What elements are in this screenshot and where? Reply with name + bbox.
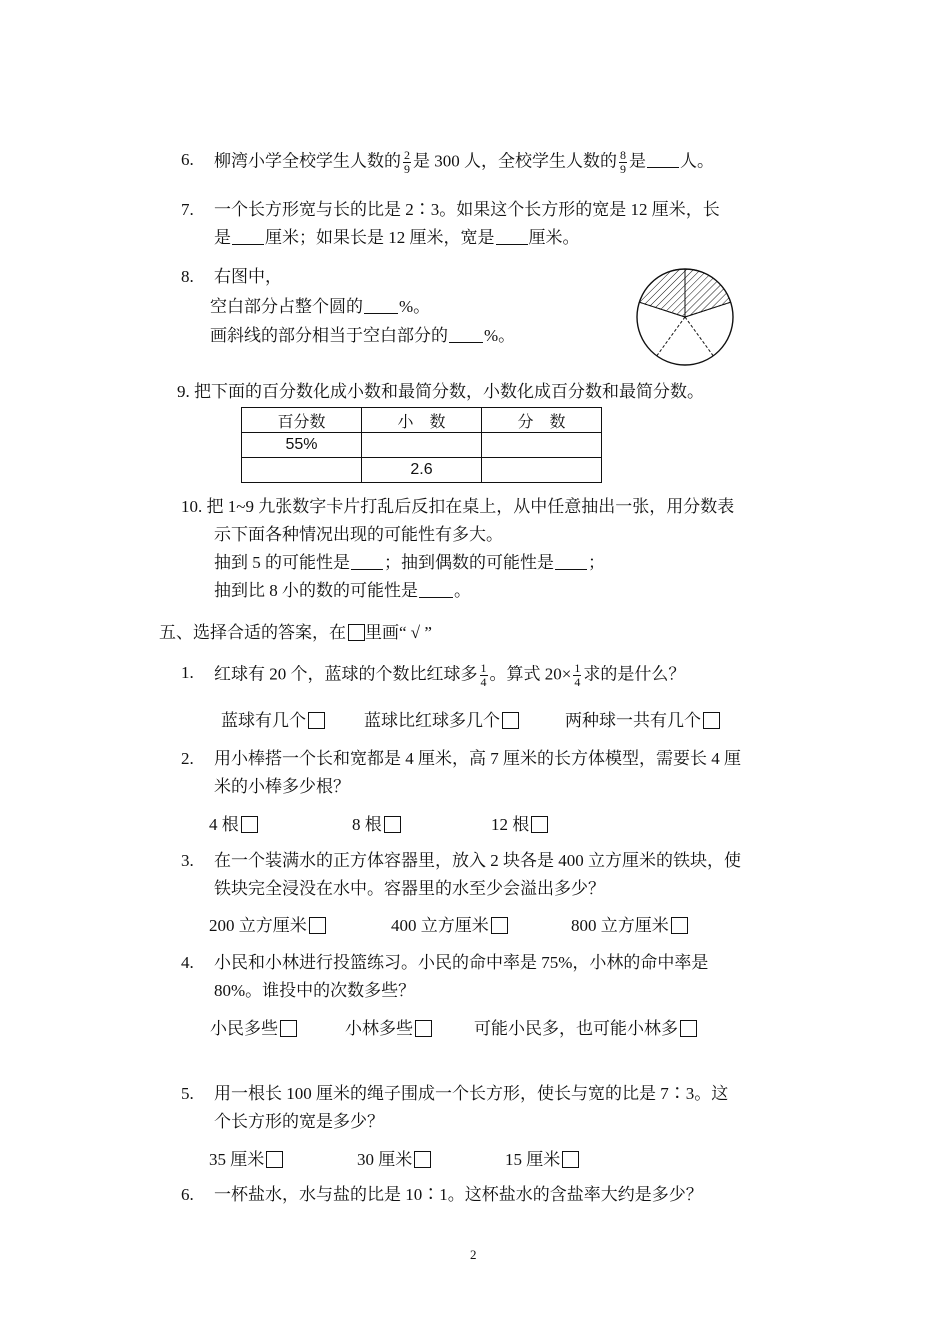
c4-line2: 80%。谁投中的次数多些？ [214, 981, 416, 1000]
table-cell[interactable] [362, 433, 482, 458]
c4-option-1[interactable]: 小民多些 [210, 1018, 297, 1040]
header-decimal: 小 数 [362, 408, 482, 433]
fraction-1-4: $\frac{1}{4}$ [574, 661, 581, 689]
answer-checkbox[interactable] [308, 712, 325, 729]
answer-checkbox[interactable] [562, 1151, 579, 1168]
q6-part1: 柳湾小学全校学生人数的 [214, 151, 401, 171]
c4-number: 4. [181, 953, 194, 972]
c5-number: 5. [181, 1084, 194, 1103]
q6-part4: 人。 [680, 151, 714, 171]
c3-option-3[interactable]: 800 立方厘米 [571, 915, 688, 937]
c2-line2: 米的小棒多少根？ [214, 777, 350, 796]
q10-line3: 抽到 5 的可能性是 ；抽到偶数的可能性是 ； [214, 553, 605, 572]
c5-line1: 用一根长 100 厘米的绳子围成一个长方形，使长与宽的比是 7∶3。这 [214, 1084, 729, 1103]
q10-line4: 抽到比 8 小的数的可能性是 。 [214, 581, 471, 600]
answer-checkbox[interactable] [502, 712, 519, 729]
c3-line2: 铁块完全浸没在水中。容器里的水至少会溢出多少？ [214, 879, 605, 898]
c5-option-1[interactable]: 35 厘米 [209, 1149, 283, 1171]
answer-blank[interactable] [449, 326, 483, 343]
header-fraction: 分 数 [482, 408, 602, 433]
fraction-2-9: $\frac{2}{9}$ [404, 148, 410, 176]
answer-blank[interactable] [364, 297, 398, 314]
q6-part3: 是 [629, 151, 646, 171]
answer-checkbox[interactable] [531, 816, 548, 833]
answer-checkbox[interactable] [703, 712, 720, 729]
answer-blank[interactable] [351, 553, 383, 570]
answer-checkbox[interactable] [280, 1020, 297, 1037]
table-cell: 2.6 [362, 458, 482, 483]
answer-blank[interactable] [496, 228, 528, 245]
c3-option-2[interactable]: 400 立方厘米 [391, 915, 508, 937]
c1-number: 1. [181, 663, 194, 682]
q10-line1: 10. 把 1~9 九张数字卡片打乱后反扣在桌上，从中任意抽出一张，用分数表 [181, 497, 735, 516]
c3-line1: 在一个装满水的正方体容器里，放入 2 块各是 400 立方厘米的铁块，使 [214, 851, 741, 870]
c3-option-1[interactable]: 200 立方厘米 [209, 915, 326, 937]
q6-part2: 是 300 人，全校学生人数的 [413, 151, 617, 171]
table-row [242, 458, 602, 483]
answer-checkbox[interactable] [414, 1151, 431, 1168]
fraction-1-4: $\frac{1}{4}$ [480, 661, 487, 689]
answer-checkbox[interactable] [309, 917, 326, 934]
hatched-sector [639, 269, 685, 317]
q7-line1: 一个长方形宽与长的比是 2∶3。如果这个长方形的宽是 12 厘米，长 [214, 200, 720, 219]
c5-line2: 个长方形的宽是多少？ [214, 1112, 384, 1131]
header-percent: 百分数 [242, 408, 362, 433]
q9-text: 9. 把下面的百分数化成小数和最简分数，小数化成百分数和最简分数。 [177, 382, 704, 401]
answer-blank[interactable] [647, 151, 679, 168]
c4-option-2[interactable]: 小林多些 [345, 1018, 432, 1040]
answer-blank[interactable] [232, 228, 264, 245]
table-cell[interactable] [482, 433, 602, 458]
circle-diagram [630, 262, 740, 372]
c4-option-3[interactable]: 可能小民多，也可能小林多 [474, 1018, 697, 1040]
q6-text [214, 149, 714, 176]
c2-line1: 用小棒搭一个长和宽都是 4 厘米，高 7 厘米的长方体模型，需要长 4 厘 [214, 749, 741, 768]
c6-line1: 一杯盐水，水与盐的比是 10∶1。这杯盐水的含盐率大约是多少？ [214, 1185, 703, 1204]
q7-line2: 是 厘米；如果长是 12 厘米，宽是 厘米。 [214, 228, 580, 247]
dashed-radius [685, 317, 713, 356]
checkbox-icon [348, 624, 365, 641]
q6-number: 6. [181, 150, 194, 169]
answer-checkbox[interactable] [671, 917, 688, 934]
answer-blank[interactable] [555, 553, 587, 570]
answer-checkbox[interactable] [491, 917, 508, 934]
table-cell: 55% [242, 433, 362, 458]
hatched-sector [685, 269, 731, 317]
conversion-table [241, 407, 602, 483]
c2-option-2[interactable]: 8 根 [352, 814, 401, 836]
q8-line1: 右图中， [214, 267, 282, 286]
fraction-8-9: $\frac{8}{9}$ [620, 148, 626, 176]
section-five-heading: 五、选择合适的答案，在 里画“ √ ” [159, 623, 432, 642]
table-row [242, 433, 602, 458]
answer-checkbox[interactable] [266, 1151, 283, 1168]
answer-checkbox[interactable] [415, 1020, 432, 1037]
c1-option-3[interactable]: 两种球一共有几个 [565, 710, 720, 732]
answer-blank[interactable] [419, 581, 453, 598]
dashed-radius [657, 317, 685, 356]
c5-option-2[interactable]: 30 厘米 [357, 1149, 431, 1171]
c1-option-1[interactable]: 蓝球有几个 [221, 710, 325, 732]
c5-option-3[interactable]: 15 厘米 [505, 1149, 579, 1171]
q8-number: 8. [181, 267, 194, 286]
c3-number: 3. [181, 851, 194, 870]
c2-number: 2. [181, 749, 194, 768]
answer-checkbox[interactable] [384, 816, 401, 833]
c4-line1: 小民和小林进行投篮练习。小民的命中率是 75%，小林的命中率是 [214, 953, 709, 972]
q8-line2: 空白部分占整个圆的 %。 [210, 297, 431, 316]
q10-line2: 示下面各种情况出现的可能性有多大。 [214, 525, 503, 544]
q7-number: 7. [181, 200, 194, 219]
q8-line3: 画斜线的部分相当于空白部分的 %。 [210, 326, 516, 345]
table-cell[interactable] [482, 458, 602, 483]
answer-checkbox[interactable] [680, 1020, 697, 1037]
c1-text: 红球有 20 个，蓝球的个数比红球多 $\frac{1}{4}$ 。算式 20× $\frac{1}{4}$ 求的是什么？ [214, 661, 686, 689]
c2-option-1[interactable]: 4 根 [209, 814, 258, 836]
c2-option-3[interactable]: 12 根 [491, 814, 548, 836]
c6-number: 6. [181, 1185, 194, 1204]
answer-checkbox[interactable] [241, 816, 258, 833]
c1-option-2[interactable]: 蓝球比红球多几个 [364, 710, 519, 732]
table-header-row [242, 408, 602, 433]
table-cell[interactable] [242, 458, 362, 483]
page-number: 2 [470, 1247, 477, 1262]
